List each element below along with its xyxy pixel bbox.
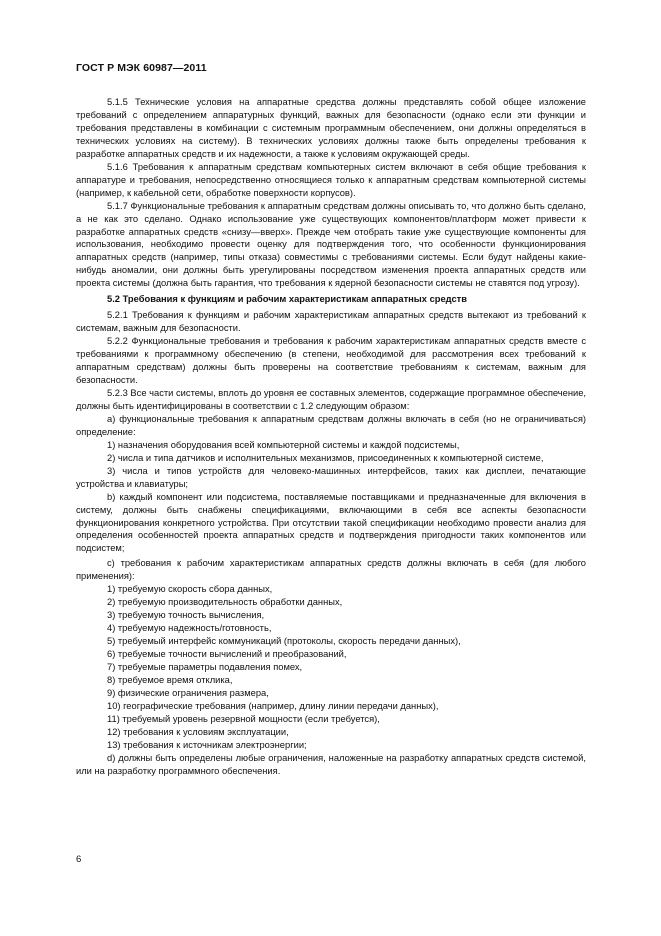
list-item-a-3: 3) числа и типов устройств для человеко-машинных интерфейсов, таких как дисплеи, печатающие устройства и клавиатуры; (76, 465, 586, 489)
paragraph-5-1-6: 5.1.6 Требования к аппаратным средствам компьютерных систем включают в себя общие требования к аппаратуре и требования, непосредственно относящиеся только к аппаратным средствам компьютерной системы (например, к кабельной сети, обработке поверхности корпусов). (76, 161, 586, 198)
list-item-d: d) должны быть определены любые ограничения, наложенные на разработку аппаратных средств системой, или на разработку программного обеспечения. (76, 752, 586, 776)
list-item-a: а) функциональные требования к аппаратным средствам должны включать в себя (но не ограничиваться) определение: (76, 413, 586, 437)
list-item-c-3: 3) требуемую точность вычисления, (107, 610, 265, 621)
list-item-c-9: 9) физические ограничения размера, (107, 687, 269, 698)
paragraph-5-1-7: 5.1.7 Функциональные требования к аппаратным средствам должны описывать то, что должно быть сделано, а не как это сделано. Однако использование уже существующих компонентов/платформ может привести к разработке аппаратных средств «снизу—вверх». Прежде чем отобрать такие уже существующие компоненты для использования, необходимо провести оценку для подтверждения того, что особенности функционирования аппаратных средств (например, типы отказа) совместимы с требованиями системы. Если будут найдены какие-нибудь аномалии, они должны быть урегулированы посредством изменения проекта аппаратных средств или проекта системы (должна быть гарантия, что требования к ядерной безопасности системы не ставятся под угрозу). (76, 200, 586, 289)
list-item-c-12: 12) требования к условиям эксплуатации, (107, 726, 289, 737)
paragraph-5-2-1: 5.2.1 Требования к функциям и рабочим характеристикам аппаратных средств вытекают из требований к системам, важным для безопасности. (76, 310, 586, 334)
list-item-c-13: 13) требования к источникам электроэнергии; (107, 739, 307, 750)
document-body (76, 96, 586, 778)
page-number: 6 (76, 854, 82, 865)
list-item-c-10: 10) географические требования (например, длину линии передачи данных), (107, 700, 439, 711)
paragraph-5-2-2: 5.2.2 Функциональные требования и требования к рабочим характеристикам аппаратных средств вместе с требованиями к программному обеспечению (в степени, необходимой для рассмотрения всех требований к аппаратным средствам) должны быть проверены на соответствие требованиям к системам, важным для безопасности. (76, 336, 586, 386)
paragraph-5-1-5: 5.1.5 Технические условия на аппаратные средства должны представлять собой общее изложение требований с определением аппаратурных функций, важных для безопасности (однако если эти функции и требования представлены в комбинации с системным программным обеспечением, они должны определяться в технических условиях на систему). В технических условиях должны также быть определены требования к разработке аппаратных средств и их надежности, а также к условиям окружающей среды. (76, 97, 586, 159)
list-item-a-2: 2) числа и типа датчиков и исполнительных механизмов, присоединенных к компьютерной системе, (107, 452, 544, 463)
list-item-c-6: 6) требуемые точности вычислений и преобразований, (107, 649, 347, 660)
list-item-c-4: 4) требуемую надежность/готовность, (107, 623, 272, 634)
list-item-c-8: 8) требуемое время отклика, (107, 674, 233, 685)
section-heading-5-2: 5.2 Требования к функциям и рабочим характеристикам аппаратных средств (107, 294, 468, 305)
list-item-b: b) каждый компонент или подсистема, поставляемые поставщиками и предназначенные для включения в систему, должны быть снабжены спецификациями, включающими в себя все аспекты безопасности функционирования конкретного устройства. При отсутствии такой спецификации необходимо провести анализ для определения особенностей проекта аппаратных средств и подтверждения пригодности таких компонентов или подсистем; (76, 491, 586, 554)
list-item-c-7: 7) требуемые параметры подавления помех, (107, 661, 303, 672)
list-item-c-5: 5) требуемый интерфейс коммуникаций (протоколы, скорость передачи данных), (107, 636, 461, 647)
list-item-a-1: 1) назначения оборудования всей компьютерной системы и каждой подсистемы, (107, 439, 460, 450)
document-header: ГОСТ Р МЭК 60987—2011 (76, 62, 207, 74)
list-item-c-2: 2) требуемую производительность обработки данных, (107, 597, 343, 608)
list-item-c: c) требования к рабочим характеристикам аппаратных средств должны включать в себя (для любого применения): (76, 558, 586, 582)
paragraph-5-2-3: 5.2.3 Все части системы, вплоть до уровня ее составных элементов, содержащие программное обеспечение, должны быть идентифицированы в соответствии с 1.2 следующим образом: (76, 387, 586, 411)
list-item-c-1: 1) требуемую скорость сбора данных, (107, 584, 273, 595)
list-item-c-11: 11) требуемый уровень резервной мощности (если требуется), (107, 713, 380, 724)
